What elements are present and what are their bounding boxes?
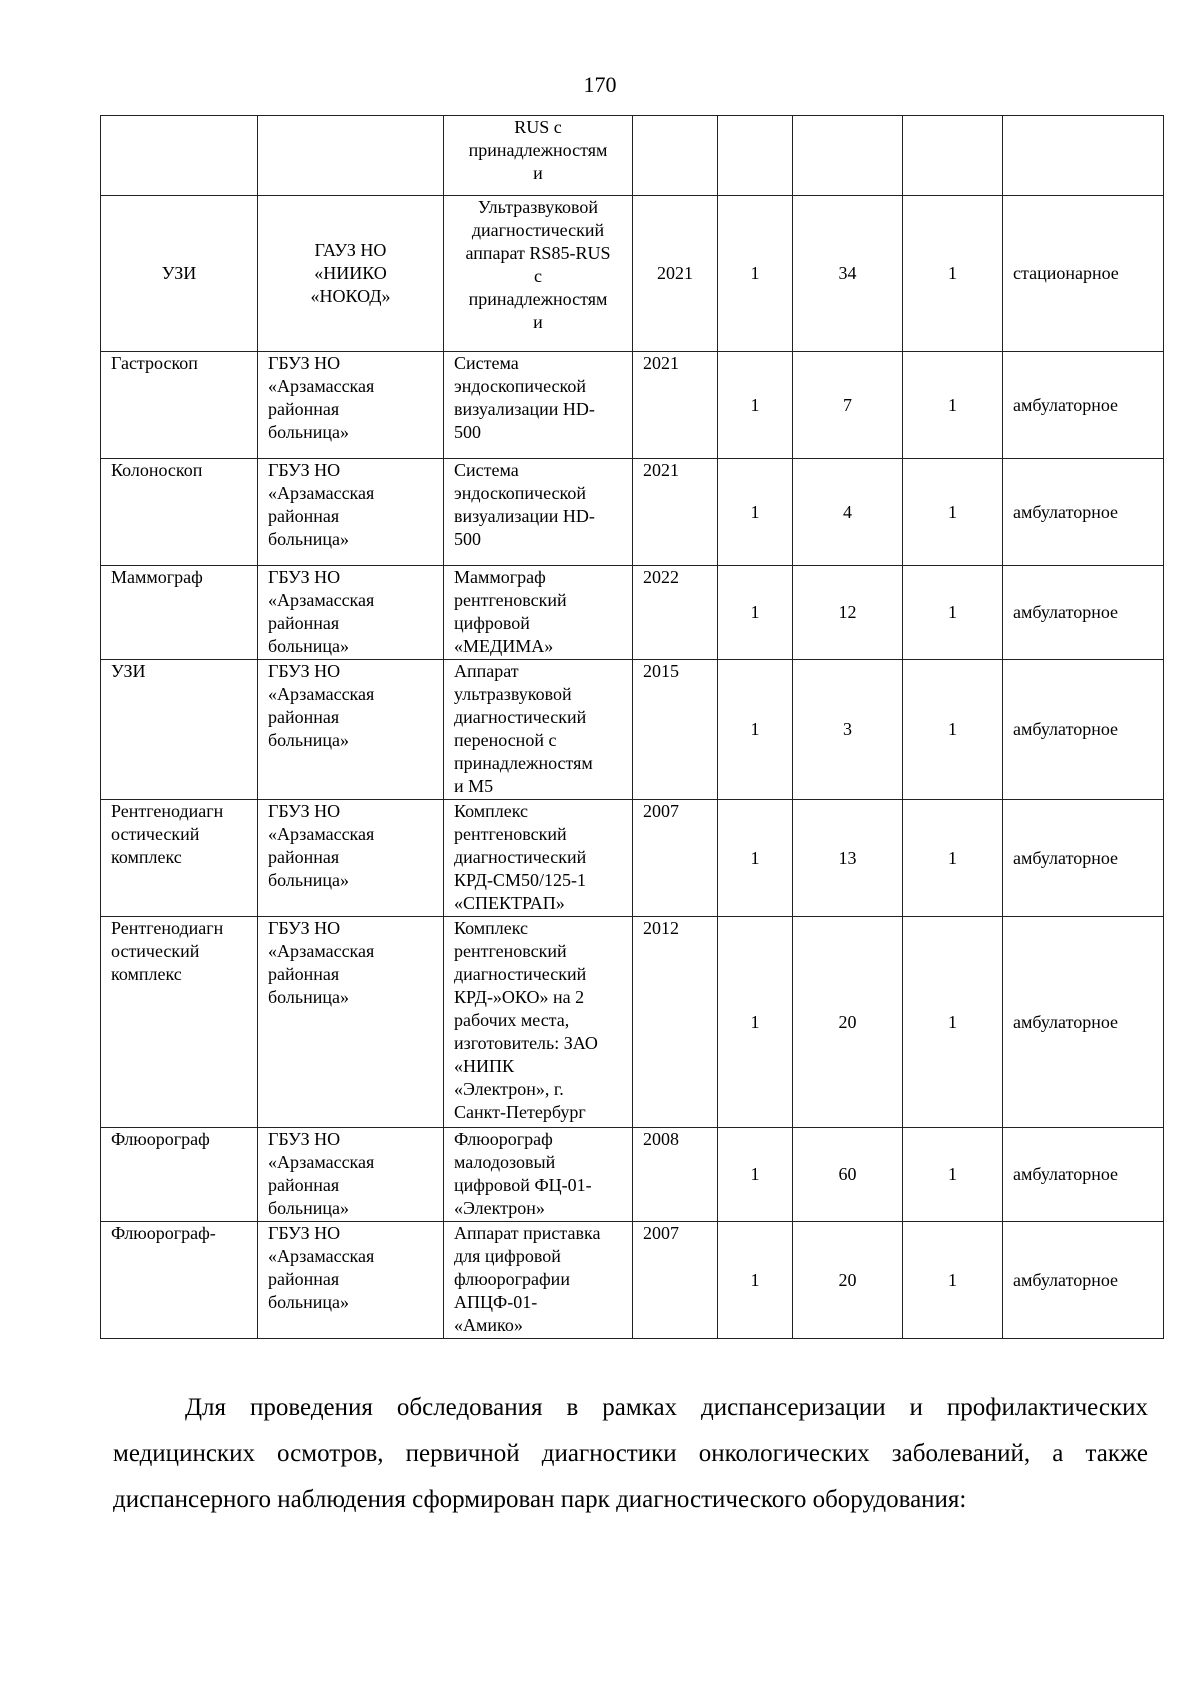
cell-type: Флюорограф- bbox=[101, 1222, 258, 1339]
cell-device: Маммограф рентгеновский цифровой «МЕДИМА» bbox=[444, 566, 633, 660]
cell-device: Система эндоскопической визуализации HD- 500 bbox=[444, 352, 633, 459]
table-row bbox=[101, 1222, 1164, 1339]
cell-year: 2021 bbox=[633, 352, 718, 459]
cell-mode: амбулаторное bbox=[1003, 660, 1164, 800]
cell-quantity: 1 bbox=[718, 459, 793, 566]
cell-shifts: 1 bbox=[903, 660, 1003, 800]
cell-mode: амбулаторное bbox=[1003, 1128, 1164, 1222]
cell-type: Маммограф bbox=[101, 566, 258, 660]
cell-device: Комплекс рентгеновский диагностический КРД-»ОКО» на 2 рабочих места, изготовитель: ЗАО «НИПК «Электрон», г. Санкт-Петербург bbox=[444, 917, 633, 1128]
cell-year bbox=[633, 116, 718, 196]
cell-type bbox=[101, 116, 258, 196]
cell-year: 2022 bbox=[633, 566, 718, 660]
cell-load: 34 bbox=[793, 196, 903, 352]
cell-shifts bbox=[903, 116, 1003, 196]
cell-quantity: 1 bbox=[718, 1222, 793, 1339]
cell-shifts: 1 bbox=[903, 196, 1003, 352]
cell-quantity: 1 bbox=[718, 566, 793, 660]
cell-mode: амбулаторное bbox=[1003, 800, 1164, 917]
cell-device: RUS с принадлежностям и bbox=[444, 116, 633, 196]
cell-year: 2015 bbox=[633, 660, 718, 800]
cell-organization: ГБУЗ НО «Арзамасская районная больница» bbox=[258, 800, 444, 917]
cell-load: 3 bbox=[793, 660, 903, 800]
cell-mode bbox=[1003, 116, 1164, 196]
cell-mode: амбулаторное bbox=[1003, 917, 1164, 1128]
cell-type: УЗИ bbox=[101, 660, 258, 800]
cell-year: 2021 bbox=[633, 459, 718, 566]
table-row bbox=[101, 800, 1164, 917]
cell-mode: амбулаторное bbox=[1003, 566, 1164, 660]
cell-load: 13 bbox=[793, 800, 903, 917]
table-row bbox=[101, 1128, 1164, 1222]
cell-load: 20 bbox=[793, 1222, 903, 1339]
cell-device: Система эндоскопической визуализации HD- 500 bbox=[444, 459, 633, 566]
cell-mode: стационарное bbox=[1003, 196, 1164, 352]
cell-organization: ГБУЗ НО «Арзамасская районная больница» bbox=[258, 917, 444, 1128]
cell-load: 12 bbox=[793, 566, 903, 660]
cell-quantity bbox=[718, 116, 793, 196]
cell-type: Рентгенодиагн остический комплекс bbox=[101, 800, 258, 917]
cell-organization: ГБУЗ НО «Арзамасская районная больница» bbox=[258, 352, 444, 459]
table-row bbox=[101, 917, 1164, 1128]
table-row bbox=[101, 352, 1164, 459]
cell-year: 2012 bbox=[633, 917, 718, 1128]
cell-device: Комплекс рентгеновский диагностический КРД-СМ50/125-1 «СПЕКТРАП» bbox=[444, 800, 633, 917]
table-row bbox=[101, 660, 1164, 800]
cell-load: 20 bbox=[793, 917, 903, 1128]
cell-year: 2008 bbox=[633, 1128, 718, 1222]
page-number: 170 bbox=[583, 72, 617, 97]
cell-device: Флюорограф малодозовый цифровой ФЦ-01- «Электрон» bbox=[444, 1128, 633, 1222]
cell-quantity: 1 bbox=[718, 196, 793, 352]
table-row bbox=[101, 566, 1164, 660]
cell-device: Ультразвуковой диагностический аппарат RS85-RUS с принадлежностям и bbox=[444, 196, 633, 352]
cell-organization: ГБУЗ НО «Арзамасская районная больница» bbox=[258, 566, 444, 660]
cell-shifts: 1 bbox=[903, 352, 1003, 459]
cell-quantity: 1 bbox=[718, 352, 793, 459]
cell-year: 2007 bbox=[633, 1222, 718, 1339]
cell-mode: амбулаторное bbox=[1003, 459, 1164, 566]
cell-shifts: 1 bbox=[903, 566, 1003, 660]
cell-type: Флюорограф bbox=[101, 1128, 258, 1222]
cell-shifts: 1 bbox=[903, 1128, 1003, 1222]
cell-shifts: 1 bbox=[903, 917, 1003, 1128]
cell-quantity: 1 bbox=[718, 917, 793, 1128]
cell-mode: амбулаторное bbox=[1003, 1222, 1164, 1339]
cell-load: 60 bbox=[793, 1128, 903, 1222]
cell-shifts: 1 bbox=[903, 800, 1003, 917]
cell-device: Аппарат ультразвуковой диагностический переносной с принадлежностям и М5 bbox=[444, 660, 633, 800]
cell-organization: ГАУЗ НО «НИИКО «НОКОД» bbox=[258, 196, 444, 352]
cell-organization: ГБУЗ НО «Арзамасская районная больница» bbox=[258, 1128, 444, 1222]
cell-quantity: 1 bbox=[718, 1128, 793, 1222]
equipment-table bbox=[100, 115, 1164, 1339]
cell-load bbox=[793, 116, 903, 196]
cell-type: Гастроскоп bbox=[101, 352, 258, 459]
table-row bbox=[101, 196, 1164, 352]
cell-load: 7 bbox=[793, 352, 903, 459]
cell-organization: ГБУЗ НО «Арзамасская районная больница» bbox=[258, 660, 444, 800]
cell-quantity: 1 bbox=[718, 660, 793, 800]
cell-shifts: 1 bbox=[903, 459, 1003, 566]
cell-type: Рентгенодиагн остический комплекс bbox=[101, 917, 258, 1128]
cell-shifts: 1 bbox=[903, 1222, 1003, 1339]
cell-load: 4 bbox=[793, 459, 903, 566]
cell-type: УЗИ bbox=[101, 196, 258, 352]
cell-mode: амбулаторное bbox=[1003, 352, 1164, 459]
cell-quantity: 1 bbox=[718, 800, 793, 917]
table-row bbox=[101, 116, 1164, 196]
cell-year: 2007 bbox=[633, 800, 718, 917]
cell-organization bbox=[258, 116, 444, 196]
cell-device: Аппарат приставка для цифровой флюорографии АПЦФ-01- «Амико» bbox=[444, 1222, 633, 1339]
cell-organization: ГБУЗ НО «Арзамасская районная больница» bbox=[258, 459, 444, 566]
body-paragraph: Для проведения обследования в рамках диспансеризации и профилактических медицинских осмотров, первичной диагностики онкологических заболеваний, а также диспансерного наблюдения сформирован парк диагностического оборудования: bbox=[113, 1394, 1148, 1513]
cell-year: 2021 bbox=[633, 196, 718, 352]
cell-organization: ГБУЗ НО «Арзамасская районная больница» bbox=[258, 1222, 444, 1339]
cell-type: Колоноскоп bbox=[101, 459, 258, 566]
table-row bbox=[101, 459, 1164, 566]
